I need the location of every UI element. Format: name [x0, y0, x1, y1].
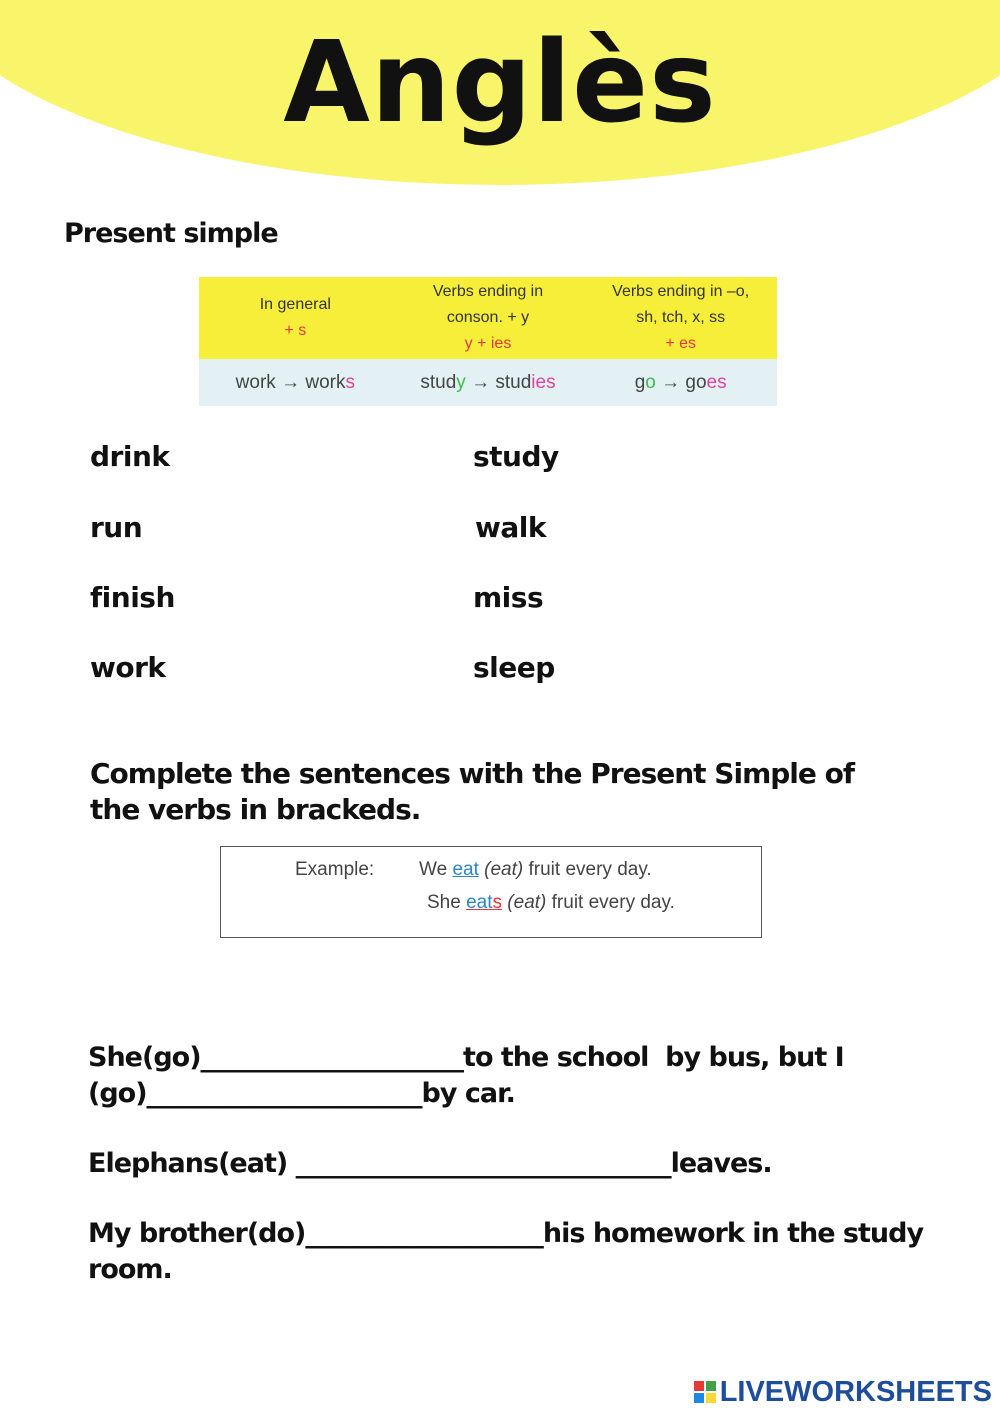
arrow-icon: →	[661, 371, 681, 393]
example-line-2	[427, 892, 675, 914]
example-base-ending: o	[645, 371, 656, 393]
rule-cell-o-sh-tch	[584, 277, 777, 359]
example-text: fruit every day.	[523, 859, 652, 880]
example-answer-ending: s	[492, 892, 503, 913]
rule-suffix: + es	[665, 335, 696, 352]
example-ending: es	[706, 371, 727, 393]
verb-item: finish	[90, 581, 175, 614]
page-title: Anglès	[283, 18, 717, 148]
example-ending: ies	[531, 371, 556, 393]
section-title: Present simple	[64, 218, 278, 249]
example-answer: eat	[452, 859, 479, 880]
example-verb: (eat)	[507, 892, 547, 913]
rule-heading-line2: conson. + y	[446, 309, 530, 326]
example-ending: s	[345, 371, 355, 393]
rule-suffix: y + ies	[464, 335, 512, 352]
logo-text: LIVEWORKSHEETS	[719, 1375, 992, 1408]
rule-heading: Verbs ending in	[432, 283, 544, 300]
verb-item: sleep	[473, 651, 555, 684]
rules-example-row	[199, 359, 777, 406]
exercise-sentence: My brother(do)___________________his homework in the study room.	[88, 1218, 932, 1285]
example-stem: go	[685, 371, 707, 393]
exercise-sentence: She(go)_____________________to the school by bus, but I (go)______________________by car.	[88, 1042, 853, 1109]
example-answer	[466, 892, 502, 913]
example-text: fruit every day.	[546, 892, 675, 913]
example-base: g	[634, 371, 646, 393]
rule-heading: In general	[259, 296, 331, 313]
example-stem: stud	[495, 371, 532, 393]
verb-item: work	[90, 651, 166, 684]
example-verb: (eat)	[484, 859, 524, 880]
rules-header-row	[199, 277, 777, 359]
rule-heading: Verbs ending in –o,	[612, 283, 750, 300]
example-stem: work	[305, 371, 346, 393]
example-text: She	[427, 892, 467, 913]
verb-item: run	[90, 511, 143, 544]
example-answer-stem: eat	[466, 892, 493, 913]
rule-example-general	[199, 359, 392, 406]
verb-item: drink	[90, 440, 170, 473]
arrow-icon: →	[471, 371, 491, 393]
rules-table	[199, 277, 777, 406]
rule-suffix: + s	[284, 322, 307, 339]
example-base: stud	[420, 371, 457, 393]
example-label: Example:	[295, 859, 375, 880]
logo-icon	[694, 1381, 716, 1403]
rule-cell-general	[199, 277, 392, 359]
exercise-instruction: Complete the sentences with the Present Simple of the verbs in brackeds.	[90, 757, 855, 826]
rule-heading-line2: sh, tch, x, ss	[636, 309, 726, 326]
example-base-ending: y	[456, 371, 466, 393]
example-box	[220, 846, 762, 938]
verb-item: walk	[475, 511, 546, 544]
verb-item: study	[473, 440, 559, 473]
liveworksheets-logo[interactable]	[694, 1376, 992, 1408]
rule-cell-consonant-y	[392, 277, 585, 359]
arrow-icon: →	[281, 371, 301, 393]
rule-example-consonant-y	[392, 359, 585, 406]
example-line-1	[419, 859, 652, 881]
example-base: work	[235, 371, 276, 393]
rule-example-o	[584, 359, 777, 406]
example-text: We	[419, 859, 453, 880]
verb-item: miss	[473, 581, 544, 614]
exercise-sentence: Elephans(eat) ______________________________leaves.	[88, 1148, 772, 1179]
